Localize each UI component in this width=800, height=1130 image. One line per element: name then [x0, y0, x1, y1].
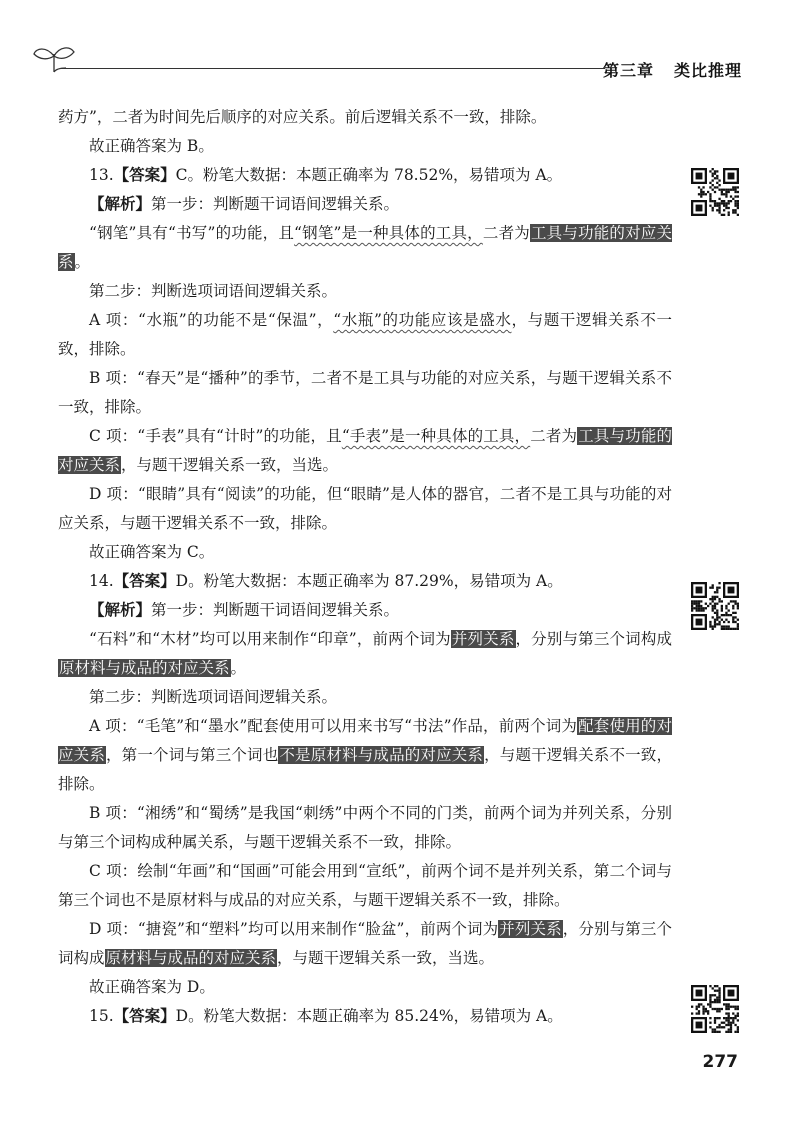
q15-answer-line	[58, 1002, 672, 1031]
q14-answer-line	[58, 567, 672, 596]
text: A 项：“毛笔”和“墨水”配套使用可以用来书写“书法”作品，前两个词为	[89, 717, 578, 735]
text: ，与题干逻辑关系不一致，排除。	[58, 746, 672, 793]
text: 故正确答案为 C。	[89, 543, 215, 561]
highlight: 原材料与成品的对应关系	[105, 949, 277, 967]
text: 第一步：判断题干词语间逻辑关系。	[151, 601, 400, 619]
text: ，分别与第三个词构成	[515, 630, 672, 648]
text: B 项：“湘绣”和“蜀绣”是我国“刺绣”中两个不同的门类，前两个词为并列关系，分别与第三个词构成种属关系，与题干逻辑关系不一致，排除。	[58, 804, 672, 851]
answer-tag: 【答案】	[113, 572, 176, 590]
wavy-underline-text: “水瓶”的功能应该是盛水	[333, 311, 512, 329]
text: C。粉笔大数据：本题正确率为 78.52%，易错项为 A。	[175, 166, 563, 184]
paragraph	[58, 277, 672, 306]
page-number: 277	[702, 1052, 738, 1072]
sprout-leaf-icon	[32, 44, 78, 74]
question-number: 15.	[89, 1007, 114, 1025]
q14-analysis-line	[58, 596, 672, 625]
text: 药方”，二者为时间先后顺序的对应关系。前后逻辑关系不一致，排除。	[58, 108, 547, 126]
paragraph	[58, 538, 672, 567]
text: C 项：绘制“年画”和“国画”可能会用到“宣纸”，前两个词不是并列关系，第二个词与第三个词也不是原材料与成品的对应关系，与题干逻辑关系不一致，排除。	[58, 862, 672, 909]
text: ，与题干逻辑关系不一致，排除。	[58, 311, 672, 358]
text: 故正确答案为 D。	[89, 978, 215, 996]
text: 第二步：判断选项词语间逻辑关系。	[89, 688, 338, 706]
highlight: 原材料与成品的对应关系	[59, 659, 230, 677]
text: 二者为	[530, 427, 578, 445]
paragraph	[58, 132, 672, 161]
option-a	[58, 712, 672, 799]
highlight: 并列关系	[451, 630, 515, 648]
qr-code-icon[interactable]	[691, 985, 739, 1033]
text: 。	[74, 253, 91, 271]
chapter-heading	[603, 58, 742, 81]
qr-code-icon[interactable]	[691, 582, 739, 630]
text: D 项：“眼睛”具有“阅读”的功能，但“眼睛”是人体的器官，二者不是工具与功能的对应关系，与题干逻辑关系不一致，排除。	[58, 485, 672, 532]
text: D。粉笔大数据：本题正确率为 85.24%，易错项为 A。	[175, 1007, 563, 1025]
q13-analysis-line	[58, 190, 672, 219]
option-a	[58, 306, 672, 364]
paragraph	[58, 625, 672, 683]
text: “钢笔”具有“书写”的功能，且	[89, 224, 295, 242]
option-d	[58, 480, 672, 538]
text: ，与题干逻辑关系一致，当选。	[277, 949, 495, 967]
highlight: 并列关系	[499, 920, 562, 938]
text: D。粉笔大数据：本题正确率为 87.29%，易错项为 A。	[175, 572, 563, 590]
text: 故正确答案为 B。	[89, 137, 214, 155]
text: D 项：“搪瓷”和“塑料”均可以用来制作“脸盆”，前两个词为	[89, 920, 499, 938]
text: ，分别与第三个词构成	[58, 920, 672, 967]
question-number: 14.	[89, 572, 114, 590]
text: C 项：“手表”具有“计时”的功能，且	[89, 427, 342, 445]
header-rule	[60, 68, 605, 69]
option-b	[58, 364, 672, 422]
question-number: 13.	[89, 166, 114, 184]
text: 第二步：判断选项词语间逻辑关系。	[89, 282, 338, 300]
highlight: 不是原材料与成品的对应关系	[279, 746, 484, 764]
wavy-underline-text: “钢笔”是一种具体的工具，	[294, 224, 483, 242]
chapter-title: 类比推理	[673, 61, 742, 80]
text: 第一步：判断题干词语间逻辑关系。	[151, 195, 400, 213]
text: 。	[230, 659, 247, 677]
answer-explanations	[58, 103, 672, 1031]
text: ，第一个词与第三个词也	[106, 746, 279, 764]
option-c	[58, 422, 672, 480]
highlight: 工具与功能的对应关系	[58, 427, 672, 474]
answer-tag: 【答案】	[113, 1007, 176, 1025]
chapter-number: 第三章	[602, 61, 654, 80]
qr-code-icon[interactable]	[691, 168, 739, 216]
text: B 项：“春天”是“播种”的季节，二者不是工具与功能的对应关系，与题干逻辑关系不一致，排除。	[58, 369, 672, 416]
text: 二者为	[482, 224, 530, 242]
option-d	[58, 915, 672, 973]
answer-tag: 【答案】	[113, 166, 176, 184]
paragraph	[58, 973, 672, 1002]
highlight: 配套使用的对应关系	[58, 717, 672, 764]
text: A 项：“水瓶”的功能不是“保温”，	[89, 311, 334, 329]
paragraph	[58, 103, 672, 132]
analysis-tag: 【解析】	[89, 195, 152, 213]
wavy-underline-text: “手表”是一种具体的工具，	[341, 427, 531, 445]
option-c	[58, 857, 672, 915]
text: “石料”和“木材”均可以用来制作“印章”，前两个词为	[89, 630, 451, 648]
highlight: 工具与功能的对应关系	[58, 224, 672, 271]
analysis-tag: 【解析】	[89, 601, 152, 619]
option-b	[58, 799, 672, 857]
paragraph	[58, 219, 672, 277]
q13-answer-line	[58, 161, 672, 190]
text: ，与题干逻辑关系一致，当选。	[121, 456, 339, 474]
paragraph	[58, 683, 672, 712]
